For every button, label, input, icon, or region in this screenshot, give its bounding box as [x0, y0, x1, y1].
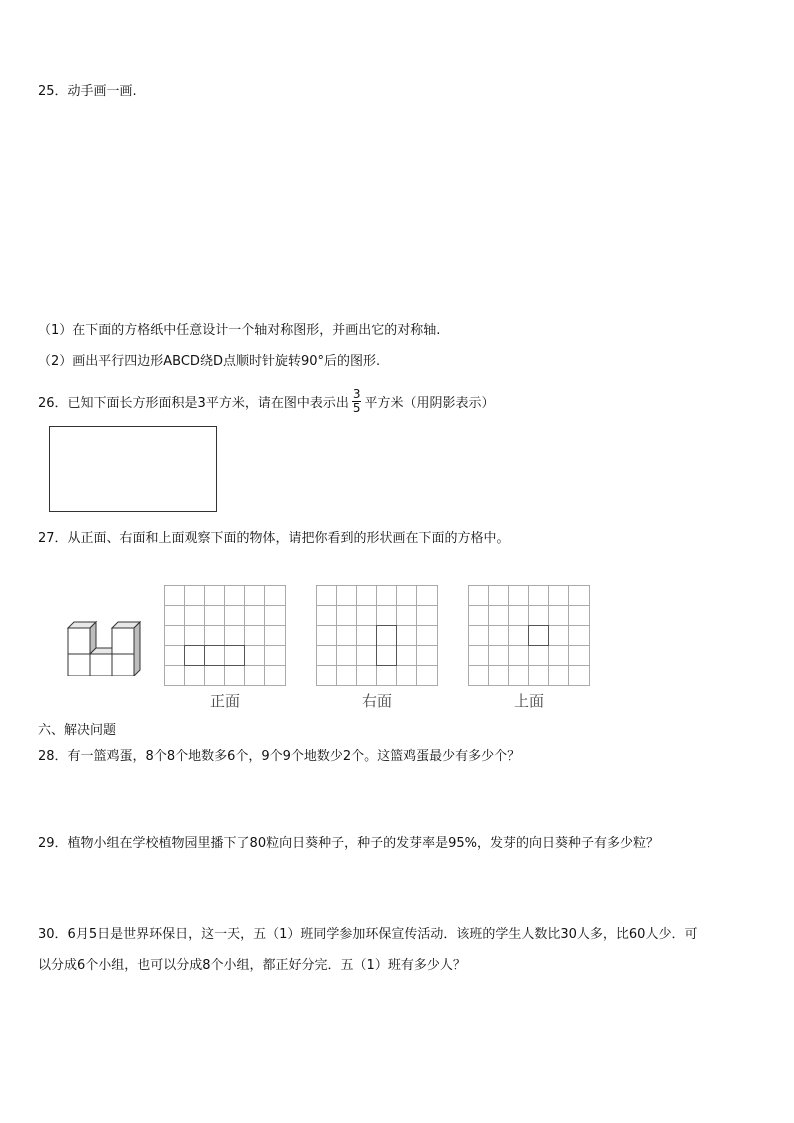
grid-front-paper[interactable] [164, 585, 286, 686]
grid-right-paper[interactable] [316, 585, 438, 686]
q26-text-before: 26．已知下面长方形面积是3平方米，请在图中表示出 [38, 396, 349, 411]
cube-stack-figure [62, 620, 144, 676]
q26-question [38, 387, 495, 417]
q26-text-after: 平方米（用阴影表示） [364, 396, 495, 411]
q30-line2: 以分成6个小组，也可以分成8个小组，都正好分完．五（1）班有多少人？ [38, 958, 466, 973]
section6-title: 六、解决问题 [38, 723, 117, 738]
q30-line1: 30．6月5日是世界环保日，这一天，五（1）班同学参加环保宣传活动．该班的学生人数比30人多，比60人少．可 [38, 927, 698, 942]
grid-right-label: 右面 [361, 692, 392, 710]
q26-frac-denominator: 5 [352, 401, 361, 415]
grid-top[interactable] [468, 585, 590, 710]
q25-title: 25．动手画一画. [38, 84, 137, 99]
grid-front-label: 正面 [209, 692, 240, 710]
q26-rectangle[interactable] [49, 426, 217, 512]
grid-top-paper[interactable] [468, 585, 590, 686]
q25-part1: （1）在下面的方格纸中任意设计一个轴对称图形，并画出它的对称轴. [38, 323, 441, 338]
q25-part2: （2）画出平行四边形ABCD绕D点顺时针旋转90°后的图形. [38, 354, 381, 369]
grid-top-label: 上面 [513, 692, 544, 710]
q27-question: 27．从正面、右面和上面观察下面的物体，请把你看到的形状画在下面的方格中。 [38, 531, 510, 546]
q26-fraction [352, 388, 362, 415]
q29-question: 29．植物小组在学校植物园里播下了80粒向日葵种子，种子的发芽率是95%，发芽的向日葵种子有多少粒？ [38, 836, 659, 851]
grid-right[interactable] [316, 585, 438, 710]
grid-front[interactable] [164, 585, 286, 710]
q28-question: 28．有一篮鸡蛋，8个8个地数多6个，9个9个地数少2个。这篮鸡蛋最少有多少个？ [38, 749, 521, 764]
q26-frac-numerator: 3 [352, 387, 361, 401]
